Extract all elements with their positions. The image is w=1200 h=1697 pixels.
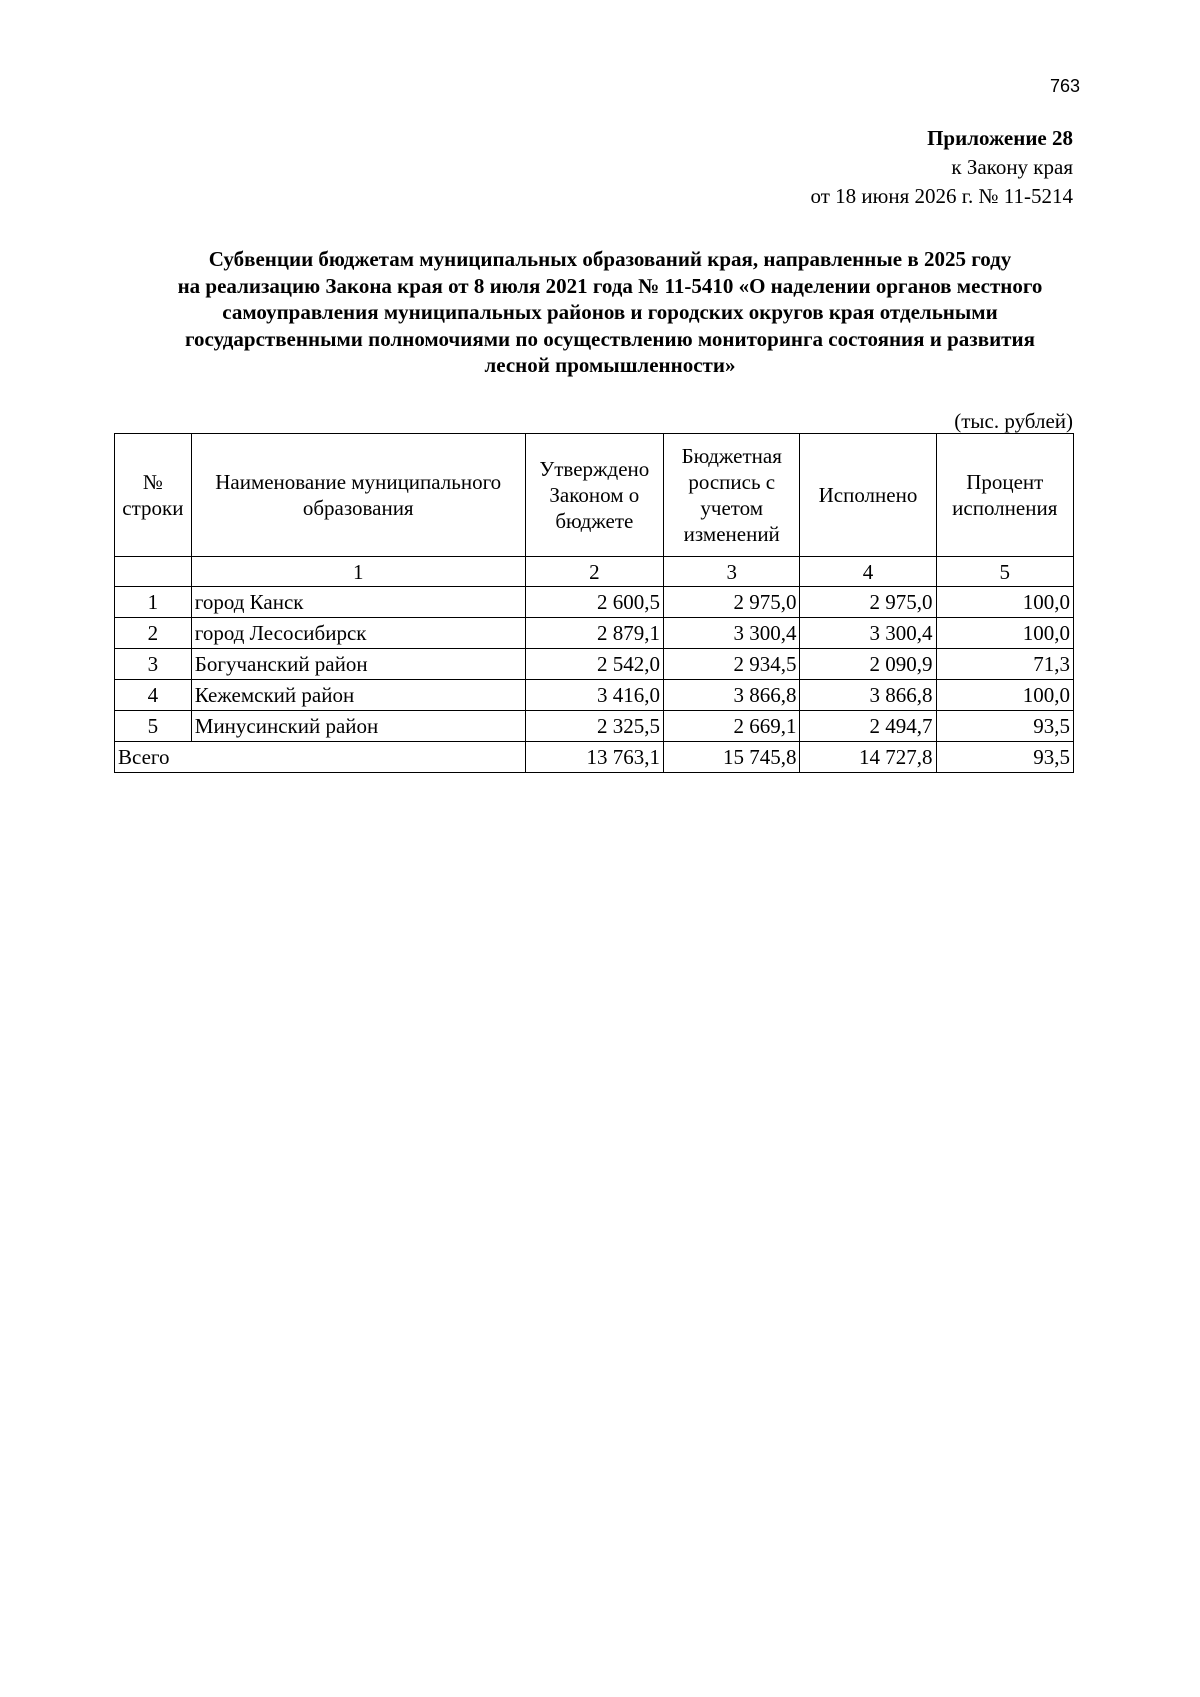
document-title-line: лесной промышленности» [484, 353, 736, 377]
table-row [115, 618, 1074, 649]
header-text: строки [122, 496, 184, 520]
row-number-cell: 1 [115, 587, 192, 618]
total-approved-cell: 13 763,1 [525, 742, 663, 773]
executed-cell: 2 090,9 [800, 649, 936, 680]
column-number-cell: 5 [936, 557, 1073, 587]
municipality-cell: город Лесосибирск [191, 618, 525, 649]
percent-cell: 100,0 [936, 587, 1073, 618]
header-municipality [191, 434, 525, 557]
column-number-cell: 2 [525, 557, 663, 587]
header-text: исполнения [952, 496, 1058, 520]
percent-cell: 100,0 [936, 618, 1073, 649]
municipality-cell: Богучанский район [191, 649, 525, 680]
appendix-law-ref: к Закону края [951, 155, 1073, 179]
approved-cell: 2 600,5 [525, 587, 663, 618]
unit-note: (тыс. рублей) [954, 409, 1073, 433]
budget-cell: 3 866,8 [664, 680, 800, 711]
budget-cell: 2 975,0 [664, 587, 800, 618]
total-budget-cell: 15 745,8 [664, 742, 800, 773]
approved-cell: 2 542,0 [525, 649, 663, 680]
executed-cell: 2 975,0 [800, 587, 936, 618]
subvention-table [114, 433, 1074, 773]
header-executed [800, 434, 936, 557]
budget-cell: 2 934,5 [664, 649, 800, 680]
header-text: Наименование муниципального [215, 470, 502, 494]
table-body [115, 557, 1074, 773]
column-number-cell: 3 [664, 557, 800, 587]
column-number-cell [115, 557, 192, 587]
percent-cell: 93,5 [936, 711, 1073, 742]
row-number-cell: 2 [115, 618, 192, 649]
column-number-cell: 4 [800, 557, 936, 587]
document-title-line: Субвенции бюджетам муниципальных образований края, направленные в 2025 году [208, 247, 1012, 271]
total-executed-cell: 14 727,8 [800, 742, 936, 773]
budget-cell: 3 300,4 [664, 618, 800, 649]
header-text: № [142, 470, 163, 494]
table-row [115, 711, 1074, 742]
total-label-cell: Всего [115, 742, 526, 773]
total-percent-cell: 93,5 [936, 742, 1073, 773]
header-text: Законом о [549, 483, 640, 507]
header-text: роспись с [688, 470, 776, 494]
appendix-law-date: от 18 июня 2026 г. № 11-5214 [810, 184, 1073, 208]
row-number-cell: 4 [115, 680, 192, 711]
header-approved [525, 434, 663, 557]
percent-cell: 71,3 [936, 649, 1073, 680]
row-number-cell: 5 [115, 711, 192, 742]
appendix-title: Приложение 28 [927, 126, 1073, 150]
row-number-cell: 3 [115, 649, 192, 680]
header-text: образования [302, 496, 414, 520]
municipality-cell: Минусинский район [191, 711, 525, 742]
total-row [115, 742, 1074, 773]
municipality-cell: город Канск [191, 587, 525, 618]
page-number: 763 [1050, 76, 1081, 96]
header-row-number [115, 434, 192, 557]
header-text: Исполнено [818, 483, 918, 507]
header-text: изменений [683, 522, 780, 546]
approved-cell: 3 416,0 [525, 680, 663, 711]
header-text: Утверждено [539, 457, 650, 481]
municipality-cell: Кежемский район [191, 680, 525, 711]
header-text: Процент [966, 470, 1044, 494]
approved-cell: 2 325,5 [525, 711, 663, 742]
header-budget-schedule [664, 434, 800, 557]
appendix-block [811, 124, 1073, 211]
header-text: бюджете [555, 509, 634, 533]
table-row [115, 587, 1074, 618]
approved-cell: 2 879,1 [525, 618, 663, 649]
document-title-line: самоуправления муниципальных районов и городских округов края отдельными [222, 300, 998, 324]
budget-cell: 2 669,1 [664, 711, 800, 742]
table-header-row [115, 434, 1074, 557]
table-row [115, 649, 1074, 680]
header-text: Бюджетная [681, 444, 782, 468]
executed-cell: 3 866,8 [800, 680, 936, 711]
header-text: учетом [700, 496, 764, 520]
table-row [115, 680, 1074, 711]
percent-cell: 100,0 [936, 680, 1073, 711]
column-number-cell: 1 [191, 557, 525, 587]
document-title-line: на реализацию Закона края от 8 июля 2021 года № 11-5410 «О наделении органов местного [177, 273, 1043, 298]
header-percent [936, 434, 1073, 557]
executed-cell: 2 494,7 [800, 711, 936, 742]
column-number-row [115, 557, 1074, 587]
executed-cell: 3 300,4 [800, 618, 936, 649]
document-title-line: государственными полномочиями по осуществлению мониторинга состояния и развития [185, 326, 1035, 351]
table-header [115, 434, 1074, 557]
document-title [110, 246, 1110, 379]
